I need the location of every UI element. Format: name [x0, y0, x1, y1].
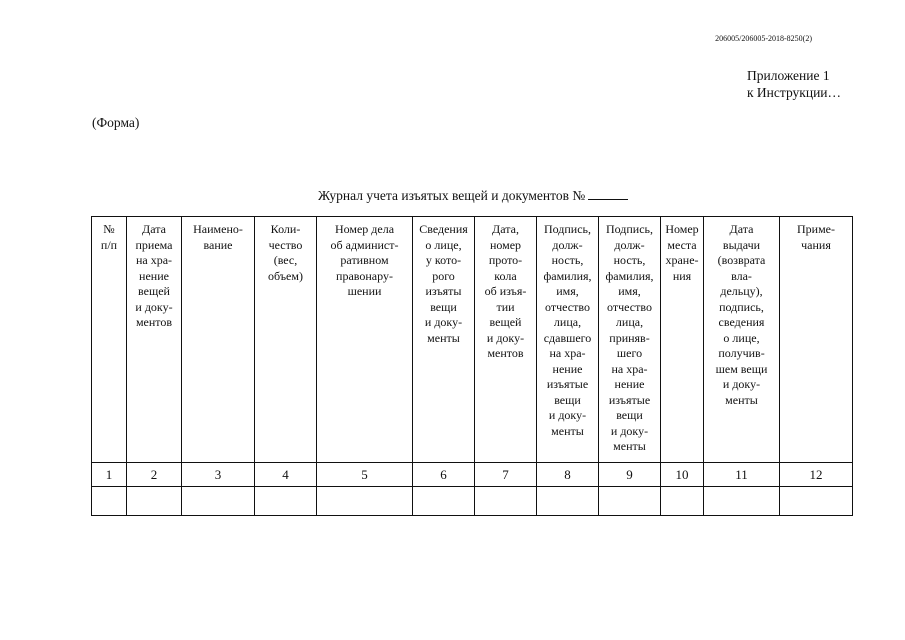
column-header-line: вещи: [430, 299, 457, 314]
column-number-2: 2: [127, 463, 182, 487]
column-header-line: менты: [725, 392, 758, 407]
column-number-10: 10: [661, 463, 704, 487]
column-header-line: на хра-: [549, 346, 586, 360]
column-header-line: отчество: [607, 299, 652, 314]
column-header-line: кола: [494, 268, 517, 283]
column-header-line: сведения: [718, 315, 765, 329]
column-header-line: Сведения: [419, 222, 468, 236]
empty-cell[interactable]: [780, 487, 853, 516]
column-header-line: Наимено-: [193, 222, 243, 236]
column-number-11: 11: [704, 463, 780, 487]
column-header-1: [92, 217, 127, 463]
column-header-line: изъятые: [608, 392, 651, 407]
column-header-line: шем вещи: [715, 361, 768, 376]
column-header-line: фамилия,: [605, 268, 654, 283]
journal-title-text: Журнал учета изъятых вещей и документов №: [318, 188, 586, 203]
column-header-4: [255, 217, 317, 463]
column-header-line: вание: [203, 237, 233, 252]
column-header-line: нение: [614, 377, 645, 391]
empty-entry-row: [92, 487, 853, 516]
column-header-line: номер: [489, 237, 522, 252]
column-header-line: Подпись,: [605, 222, 654, 236]
column-header-line: изъяты: [425, 284, 462, 298]
appendix-note: [747, 67, 841, 101]
column-header-line: тии: [496, 299, 515, 314]
column-header-line: Коли-: [270, 222, 301, 236]
column-header-5: [317, 217, 413, 463]
document-id: 206005/206005-2018-8250(2): [715, 34, 812, 43]
column-number-5: 5: [317, 463, 413, 487]
column-header-9: [599, 217, 661, 463]
column-number-6: 6: [413, 463, 475, 487]
column-header-line: объем): [268, 268, 303, 283]
column-header-line: рого: [432, 268, 455, 283]
column-header-line: фамилия,: [543, 268, 592, 283]
empty-cell[interactable]: [704, 487, 780, 516]
column-number-4: 4: [255, 463, 317, 487]
empty-cell[interactable]: [317, 487, 413, 516]
column-header-12: [780, 217, 853, 463]
column-header-line: ность,: [613, 253, 646, 267]
column-header-line: ментов: [135, 315, 173, 329]
column-header-line: приняв-: [609, 330, 650, 345]
journal-table: [91, 216, 853, 516]
column-header-line: нение: [139, 268, 169, 283]
column-header-line: выдачи: [722, 237, 761, 252]
column-header-line: о лице,: [723, 330, 760, 345]
column-header-line: об изъя-: [484, 284, 527, 298]
header-row: [92, 217, 853, 463]
column-header-line: подпись,: [719, 299, 764, 314]
column-header-line: ния: [672, 268, 692, 283]
column-header-line: №: [103, 222, 115, 236]
column-header-line: получив-: [718, 346, 765, 360]
column-header-line: ность,: [551, 253, 584, 267]
column-header-6: [413, 217, 475, 463]
column-header-line: лица,: [553, 315, 582, 329]
column-header-line: на хра-: [135, 253, 173, 267]
column-header-line: Номер: [665, 222, 699, 236]
column-header-line: менты: [427, 330, 460, 345]
column-header-line: вещей: [489, 315, 522, 329]
column-header-3: [182, 217, 255, 463]
column-header-line: (возврата: [717, 253, 766, 267]
empty-cell[interactable]: [661, 487, 704, 516]
column-header-line: вещи: [554, 392, 581, 407]
column-header-11: [704, 217, 780, 463]
column-header-line: долж-: [614, 237, 645, 252]
column-number-3: 3: [182, 463, 255, 487]
column-header-line: и доку-: [722, 377, 761, 391]
column-header-line: места: [667, 237, 697, 252]
column-header-line: и доку-: [548, 408, 587, 422]
column-header-line: изъятые: [546, 377, 589, 391]
column-header-line: на хра-: [611, 361, 648, 376]
column-number-12: 12: [780, 463, 853, 487]
form-label: (Форма): [92, 115, 140, 130]
column-header-line: вещи: [616, 408, 643, 422]
column-header-line: менты: [613, 439, 646, 453]
column-header-line: Подпись,: [543, 222, 592, 236]
empty-cell[interactable]: [475, 487, 537, 516]
column-header-line: чания: [801, 237, 831, 252]
empty-cell[interactable]: [255, 487, 317, 516]
empty-cell[interactable]: [599, 487, 661, 516]
column-number-7: 7: [475, 463, 537, 487]
empty-cell[interactable]: [182, 487, 255, 516]
column-number-row: [92, 463, 853, 487]
column-header-line: правонару-: [336, 268, 393, 283]
column-header-line: вещей: [138, 284, 170, 298]
empty-cell[interactable]: [127, 487, 182, 516]
column-header-line: долж-: [552, 237, 583, 252]
column-header-line: шении: [347, 284, 382, 298]
column-header-line: шего: [616, 346, 643, 360]
column-header-line: ментов: [487, 346, 524, 360]
column-header-line: Дата: [729, 222, 754, 236]
column-header-2: [127, 217, 182, 463]
column-header-line: о лице,: [425, 237, 462, 252]
column-header-line: Номер дела: [334, 222, 395, 236]
column-header-8: [537, 217, 599, 463]
column-number-1: 1: [92, 463, 127, 487]
column-header-line: об админист-: [330, 237, 399, 252]
column-header-line: вла-: [731, 268, 752, 283]
column-header-line: приема: [135, 237, 173, 252]
column-header-line: Дата,: [492, 222, 519, 236]
column-header-line: лица,: [615, 315, 644, 329]
column-header-line: прото-: [488, 253, 523, 267]
empty-cell[interactable]: [92, 487, 127, 516]
column-header-line: нение: [552, 361, 583, 376]
column-header-line: п/п: [100, 237, 118, 252]
column-header-line: и доку-: [486, 330, 525, 345]
column-header-line: имя,: [556, 284, 579, 298]
column-header-line: хране-: [665, 253, 699, 267]
column-header-line: и доку-: [610, 423, 649, 438]
column-number-9: 9: [599, 463, 661, 487]
column-header-7: [475, 217, 537, 463]
column-header-10: [661, 217, 704, 463]
appendix-line-2: к Инструкции…: [747, 85, 842, 100]
column-header-line: сдавшего: [543, 330, 592, 345]
column-header-line: и доку-: [135, 299, 173, 314]
column-header-line: Дата: [142, 222, 166, 236]
empty-cell[interactable]: [537, 487, 599, 516]
journal-title: [318, 187, 628, 204]
appendix-line-1: Приложение 1: [747, 68, 830, 83]
column-header-line: (вес,: [273, 253, 298, 267]
journal-number-blank: [588, 187, 628, 200]
empty-cell[interactable]: [413, 487, 475, 516]
column-header-line: менты: [551, 423, 584, 438]
column-header-line: имя,: [618, 284, 641, 298]
column-header-line: ративном: [340, 253, 389, 267]
column-header-line: дельцу),: [720, 284, 763, 298]
column-header-line: отчество: [545, 299, 590, 314]
column-header-line: чество: [268, 237, 303, 252]
column-header-line: у кото-: [425, 253, 462, 267]
column-number-8: 8: [537, 463, 599, 487]
column-header-line: Приме-: [796, 222, 835, 236]
column-header-line: и доку-: [424, 315, 463, 329]
